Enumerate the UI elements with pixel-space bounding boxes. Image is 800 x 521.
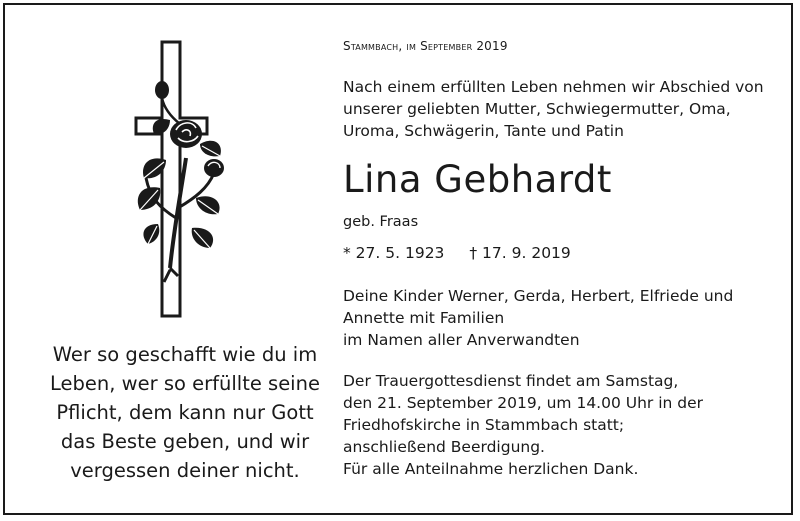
service-line: Friedhofskirche in Stammbach statt; (343, 416, 625, 434)
service-line: den 21. September 2019, um 14.00 Uhr in der (343, 394, 704, 412)
family-line: Deine Kinder Werner, Gerda, Herbert, Elfriede und (343, 287, 734, 305)
intro-line: Uroma, Schwägerin, Tante und Patin (343, 122, 624, 140)
family-line: im Namen aller Anverwandten (343, 331, 580, 349)
memorial-verse (20, 340, 350, 485)
place-date: Stammbach, im September 2019 (343, 39, 508, 53)
verse-line: Wer so geschafft wie du im (52, 343, 318, 366)
death-date: † 17. 9. 2019 (469, 244, 571, 262)
service-line: anschließend Beerdigung. (343, 438, 545, 456)
intro-paragraph (343, 76, 764, 142)
birth-date: * 27. 5. 1923 (343, 244, 445, 262)
verse-line: Pflicht, dem kann nur Gott (56, 401, 314, 424)
cross-with-rose-icon (100, 38, 260, 320)
intro-line: unserer geliebten Mutter, Schwiegermutter, Oma, (343, 100, 731, 118)
maiden-name: geb. Fraas (343, 214, 419, 230)
family-line: Annette mit Familien (343, 309, 505, 327)
life-dates (343, 244, 571, 262)
intro-line: Nach einem erfüllten Leben nehmen wir Abschied von (343, 78, 764, 96)
deceased-name: Lina Gebhardt (343, 158, 612, 201)
verse-line: Leben, wer so erfüllte seine (50, 372, 320, 395)
service-line: Der Trauergottesdienst findet am Samstag, (343, 372, 679, 390)
service-line: Für alle Anteilnahme herzlichen Dank. (343, 460, 639, 478)
verse-line: das Beste geben, und wir (60, 430, 310, 453)
service-paragraph (343, 370, 703, 480)
verse-line: vergessen deiner nicht. (70, 459, 300, 482)
family-paragraph (343, 285, 733, 351)
